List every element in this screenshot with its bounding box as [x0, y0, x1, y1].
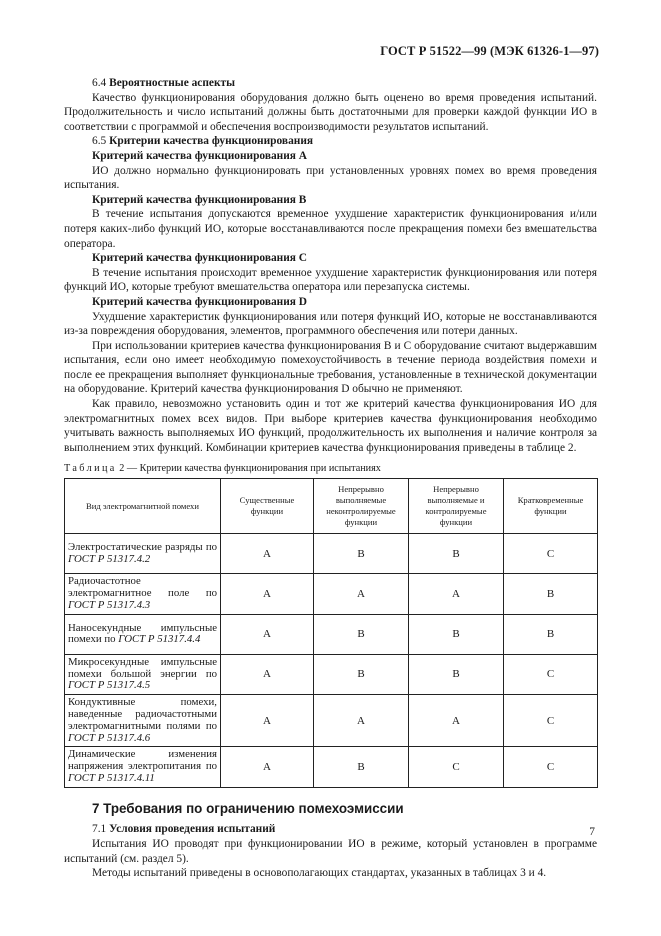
criterion-cell: В — [314, 747, 409, 787]
table-caption — [64, 463, 597, 475]
disturbance-type-cell — [65, 695, 221, 747]
criterion-d-text: Ухудшение характеристик функционирования или потеря функций ИО, которые не восстанавливаются из-за повреждения оборудования, элементов, программного обеспечения или потери данных. — [64, 310, 597, 338]
document-body — [64, 76, 597, 881]
criterion-cell: А — [221, 654, 314, 694]
column-header: Кратковременные функции — [504, 479, 598, 534]
criterion-cell: В — [314, 614, 409, 654]
column-header: Непрерывно выполняемые неконтролируемые функции — [314, 479, 409, 534]
criterion-cell: А — [314, 574, 409, 614]
standard-reference: ГОСТ Р 51317.4.11 — [68, 772, 155, 784]
criterion-cell: В — [409, 654, 504, 694]
table-row — [65, 747, 598, 787]
disturbance-type-cell — [65, 614, 221, 654]
criterion-d-title: Критерий качества функционирования D — [92, 295, 308, 308]
criterion-cell: В — [314, 534, 409, 574]
criterion-b-title: Критерий качества функционирования В — [92, 193, 307, 206]
table-caption-text: 2 — Критерии качества функционирования при испытаниях — [119, 463, 381, 475]
table-row — [65, 654, 598, 694]
disturbance-label: Микросекундные импульсные помехи большой энергии по — [68, 655, 217, 680]
criterion-cell: А — [409, 695, 504, 747]
column-header: Существенные функции — [221, 479, 314, 534]
criterion-cell: А — [314, 695, 409, 747]
standard-reference: ГОСТ Р 51317.4.4 — [118, 633, 201, 646]
section-number: 6.4 — [92, 77, 107, 89]
section-title: Условия проведения испытаний — [109, 823, 276, 836]
criterion-cell: А — [409, 574, 504, 614]
criterion-c-text: В течение испытания происходит временное ухудшение характеристик функционирования или потеря функций ИО, которые требуют вмешательства оператора или перезапуска системы. — [64, 266, 597, 294]
criterion-cell: А — [221, 574, 314, 614]
disturbance-type-cell — [65, 574, 221, 614]
standard-reference: ГОСТ Р 51317.4.5 — [68, 679, 151, 692]
table-row — [65, 614, 598, 654]
standard-reference: ГОСТ Р 51317.4.2 — [68, 552, 151, 565]
criterion-cell: А — [221, 695, 314, 747]
standard-reference: ГОСТ Р 51317.4.6 — [68, 731, 151, 744]
disturbance-label: Кондуктивные помехи, наведенные радиочастотными электромагнитными полями по — [68, 696, 217, 732]
disturbance-label: Радиочастотное электромагнитное поле по — [68, 575, 217, 600]
disturbance-type-cell — [65, 534, 221, 574]
criterion-cell: В — [314, 654, 409, 694]
criterion-cell: В — [504, 614, 598, 654]
section-number: 7.1 — [92, 823, 107, 836]
criterion-cell: С — [504, 695, 598, 747]
section-7-heading: 7 Требования по ограничению помехоэмиссии — [92, 800, 404, 816]
criterion-cell: С — [504, 747, 598, 787]
paragraph: Испытания ИО проводят при функционировании ИО в режиме, который установлен в программе испытаний (см. раздел 5). — [64, 837, 597, 865]
disturbance-type-cell — [65, 654, 221, 694]
disturbance-type-cell — [65, 747, 221, 787]
paragraph: Как правило, невозможно установить один и тот же критерий качества функционирования ИО для электромагнитных помех всех видов. При выборе критериев качества функционирования необходимо учитывать важность выполняемых ИО функций, продолжительность их выполнения и наличие контроля за выполнением этих функций. Комбинации критериев качества функционирования приведены в таблице 2. — [64, 398, 597, 454]
criterion-cell: А — [221, 534, 314, 574]
criterion-cell: С — [409, 747, 504, 787]
criterion-cell: С — [504, 654, 598, 694]
criterion-cell: С — [504, 534, 598, 574]
criterion-b-text: В течение испытания допускаются временное ухудшение характеристик функционирования и/или потеря каких-либо функций ИО, которые восстанавливаются после прекращения помехи без вмешательства оператора. — [64, 208, 597, 250]
section-title: Вероятностные аспекты — [109, 77, 236, 89]
criterion-cell: А — [221, 747, 314, 787]
disturbance-label: Электростатические разряды по — [68, 541, 217, 554]
section-6-4-heading — [64, 76, 597, 91]
paragraph: При использовании критериев качества функционирования В и С оборудование считают выдержавшим испытания, если оно имеет необходимую помехоустойчивость в течение периода воздействия помехи и после ее прекращения выполняет функциональные требования, установленные в технической документации на оборудование. Критерий качества функционирования D обычно не применяют. — [64, 339, 597, 396]
paragraph: Качество функционирования оборудования должно быть оценено во время проведения испытаний. Продолжительность и число испытаний должны быть достаточными для проверки каждой функции ИО в соответствии с программой и обеспечения воспроизводимости результатов испытаний. — [64, 91, 597, 133]
criterion-c-title: Критерий качества функционирования С — [92, 252, 308, 265]
section-7-1-heading — [64, 822, 597, 837]
criterion-a-title: Критерий качества функционирования А — [92, 149, 308, 162]
criterion-cell: В — [409, 614, 504, 654]
table-caption-word: Таблица — [64, 463, 117, 475]
table-row — [65, 574, 598, 614]
paragraph: Методы испытаний приведены в основополагающих стандартах, указанных в таблицах 3 и 4. — [92, 867, 547, 880]
criterion-cell: В — [409, 534, 504, 574]
section-6-5-heading — [64, 134, 597, 149]
column-header: Непрерывно выполняемые и контролируемые функции — [409, 479, 504, 534]
table-row — [65, 695, 598, 747]
criterion-a-text: ИО должно нормально функционировать при установленных уровнях помех во время проведения испытания. — [64, 164, 597, 192]
section-number: 6.5 — [92, 135, 107, 148]
disturbance-label: Наносекундные импульсные помехи по — [68, 621, 217, 646]
criterion-cell: В — [504, 574, 598, 614]
criterion-cell: А — [221, 614, 314, 654]
table-row — [65, 534, 598, 574]
section-title: Критерии качества функционирования — [109, 135, 314, 148]
table-header-row — [65, 479, 598, 534]
column-header: Вид электромагнитной помехи — [65, 479, 221, 534]
disturbance-label: Динамические изменения напряжения электропитания по — [68, 748, 217, 773]
page-number: 7 — [589, 826, 595, 838]
criteria-table — [64, 478, 598, 787]
document-header: ГОСТ Р 51522—99 (МЭК 61326-1—97) — [380, 44, 599, 58]
standard-reference: ГОСТ Р 51317.4.3 — [68, 599, 151, 612]
